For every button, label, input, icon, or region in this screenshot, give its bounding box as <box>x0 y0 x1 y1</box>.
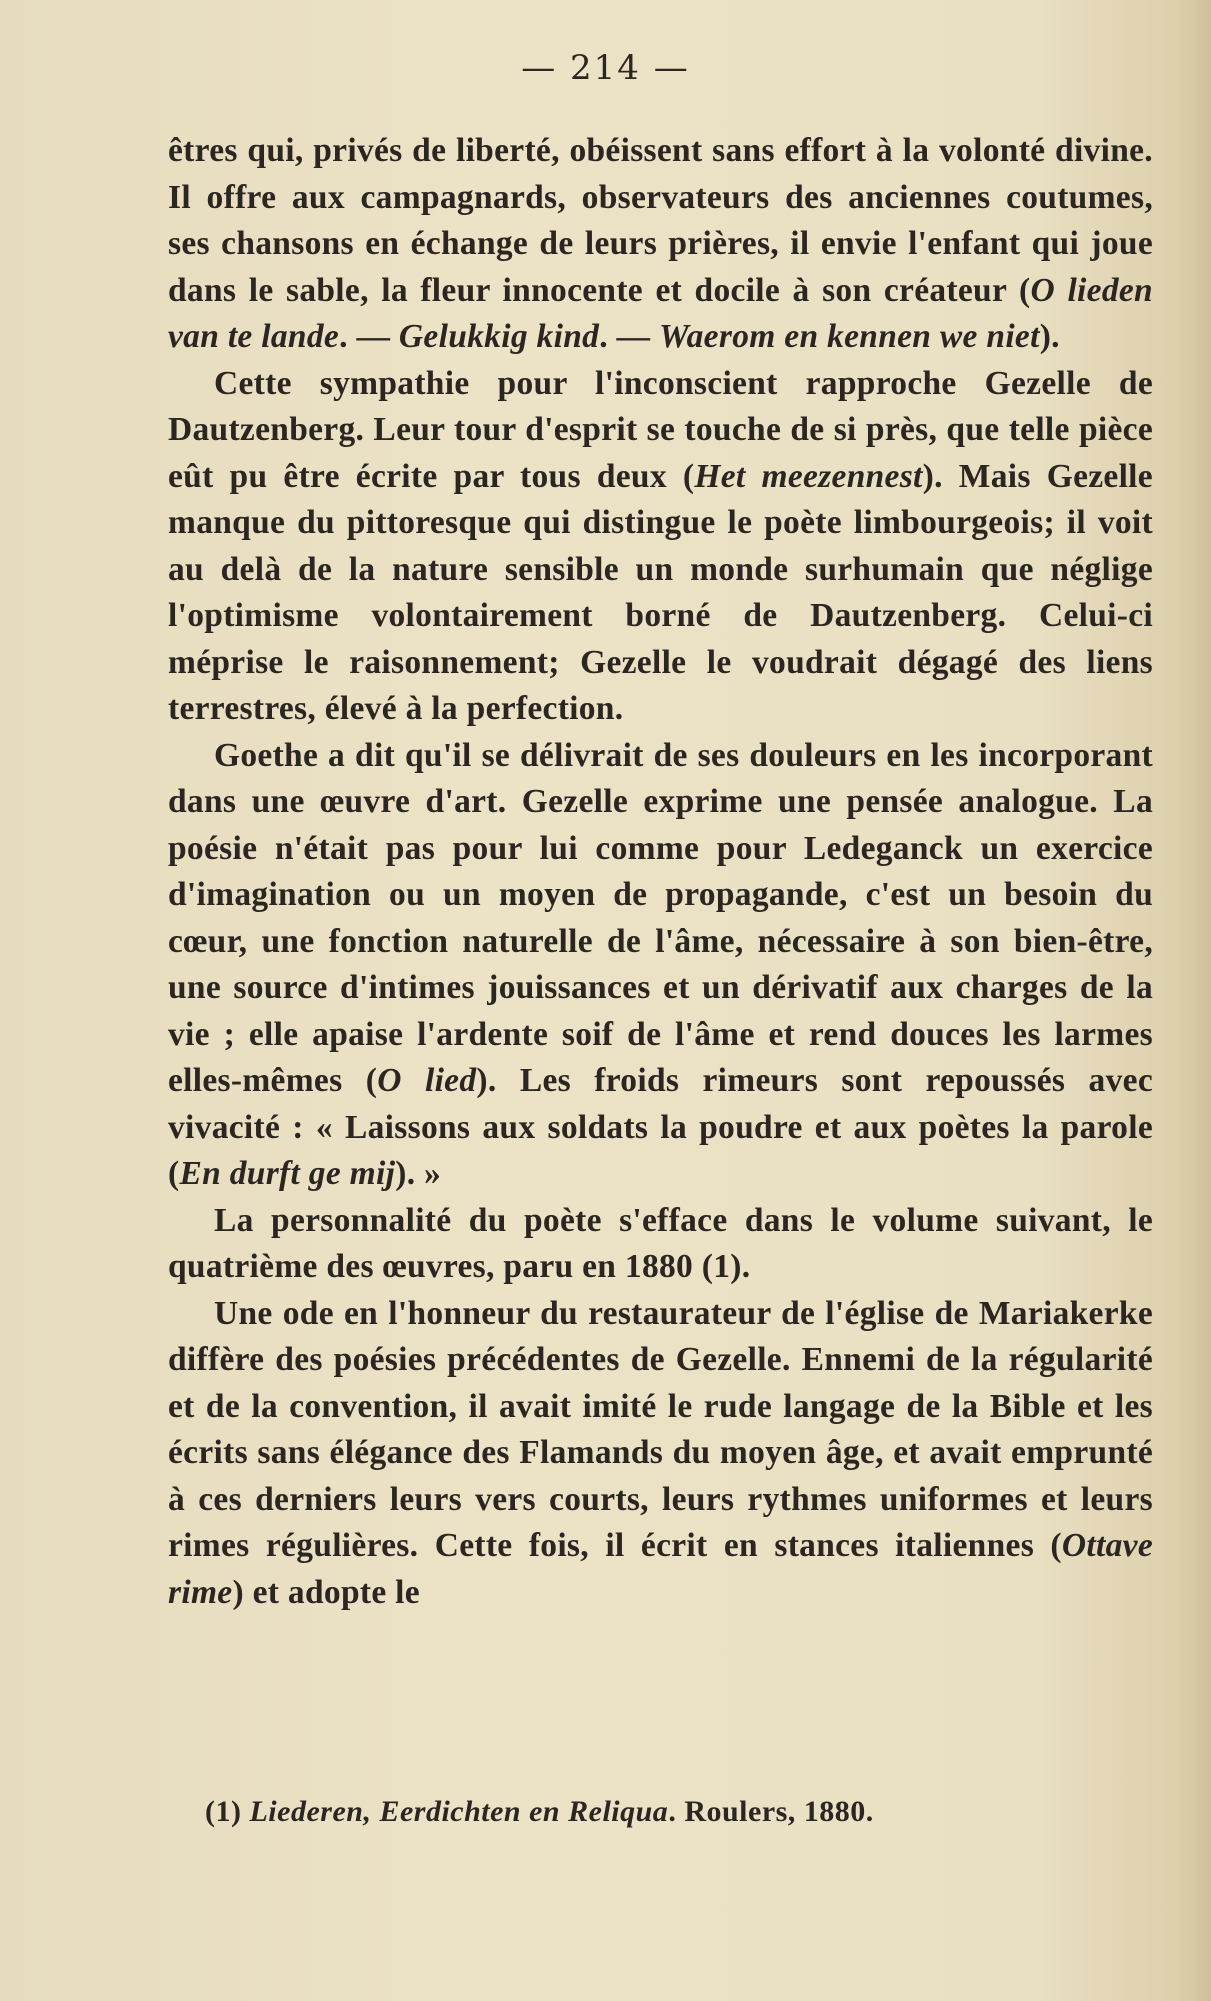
text-run: ). Les froids rimeurs sont repoussés avec vivacité : « Laissons aux soldats la poudre et aux poètes la parole ( <box>168 1062 1153 1192</box>
text-run: Une ode en l'honneur du restaurateur de l'église de Mariakerke diffère des poésies précédentes de Gezelle. Ennemi de la régularité et de la convention, il avait imité le rude langage de la Bible et les écrits sans élégance des Flamands du moyen âge, et avait emprunté à ces derniers leurs vers courts, leurs rythmes uniformes et leurs rimes régulières. Cette fois, il écrit en stances italiennes ( <box>168 1294 1153 1564</box>
text-run: ) et adopte le <box>232 1573 420 1611</box>
footnote <box>205 1795 1155 1829</box>
text-run: . Roulers, 1880. <box>668 1795 874 1828</box>
text-run: (1) <box>205 1795 250 1828</box>
italic-title: O lied <box>377 1062 477 1099</box>
paragraph <box>168 733 1153 1198</box>
italic-title: Gelukkig kind <box>398 318 600 355</box>
body-text <box>168 128 1153 1616</box>
text-run: . — <box>599 318 660 355</box>
text-run: Goethe a dit qu'il se délivrait de ses douleurs en les incorporant dans une œuvre d'art. Gezelle exprime une pensée analogue. La poésie n'était pas pour lui comme pour Ledeganck un exercice d'imagination ou un moyen de propagande, c'est un besoin du cœur, une fonction naturelle de l'âme, nécessaire à son bien-être, une source d'intimes jouissances et un dérivatif aux charges de la vie ; elle apaise l'ardente soif de l'âme et rend douces les larmes elles-mêmes ( <box>168 736 1153 1099</box>
text-run: êtres qui, privés de liberté, obéissent sans effort à la volonté divine. Il offre aux campagnards, observateurs des anciennes coutumes, ses chansons en échange de leurs prières, il envie l'enfant qui joue dans le sable, la fleur innocente et docile à son créateur ( <box>168 132 1153 309</box>
text-run: La personnalité du poète s'efface dans le volume suivant, le quatrième des œuvres, paru en 1880 (1). <box>168 1201 1153 1285</box>
text-run: ). » <box>395 1155 442 1192</box>
italic-title: Het meezennest <box>694 457 923 495</box>
italic-title: Waerom en kennen we niet <box>659 318 1040 355</box>
paragraph <box>168 1198 1153 1291</box>
italic-title: O lieden van te lande <box>168 271 1153 355</box>
text-run: . — <box>339 318 399 355</box>
text-run: ). <box>1039 318 1060 355</box>
text-run: Cette sympathie pour l'inconscient rapproche Gezelle de Dautzenberg. Leur tour d'esprit se touche de si près, que telle pièce eût pu être écrite par tous deux ( <box>168 364 1153 495</box>
page-number: — 214 — <box>521 48 690 88</box>
paragraph <box>168 1291 1153 1617</box>
italic-title: Ottave rime <box>168 1527 1153 1611</box>
italic-title: En durft ge mij <box>179 1155 396 1192</box>
paragraph <box>168 361 1153 733</box>
text-run: ). Mais Gezelle manque du pittoresque qui distingue le poète limbourgeois; il voit au delà de la nature sensible un monde surhumain que néglige l'optimisme volontairement borné de Dautzenberg. Celui-ci méprise le raisonnement; Gezelle le voudrait dégagé des liens terrestres, élevé à la perfection. <box>168 457 1153 727</box>
paragraph <box>168 128 1153 361</box>
italic-title: Liederen, Eerdichten en Reliqua <box>249 1795 669 1828</box>
